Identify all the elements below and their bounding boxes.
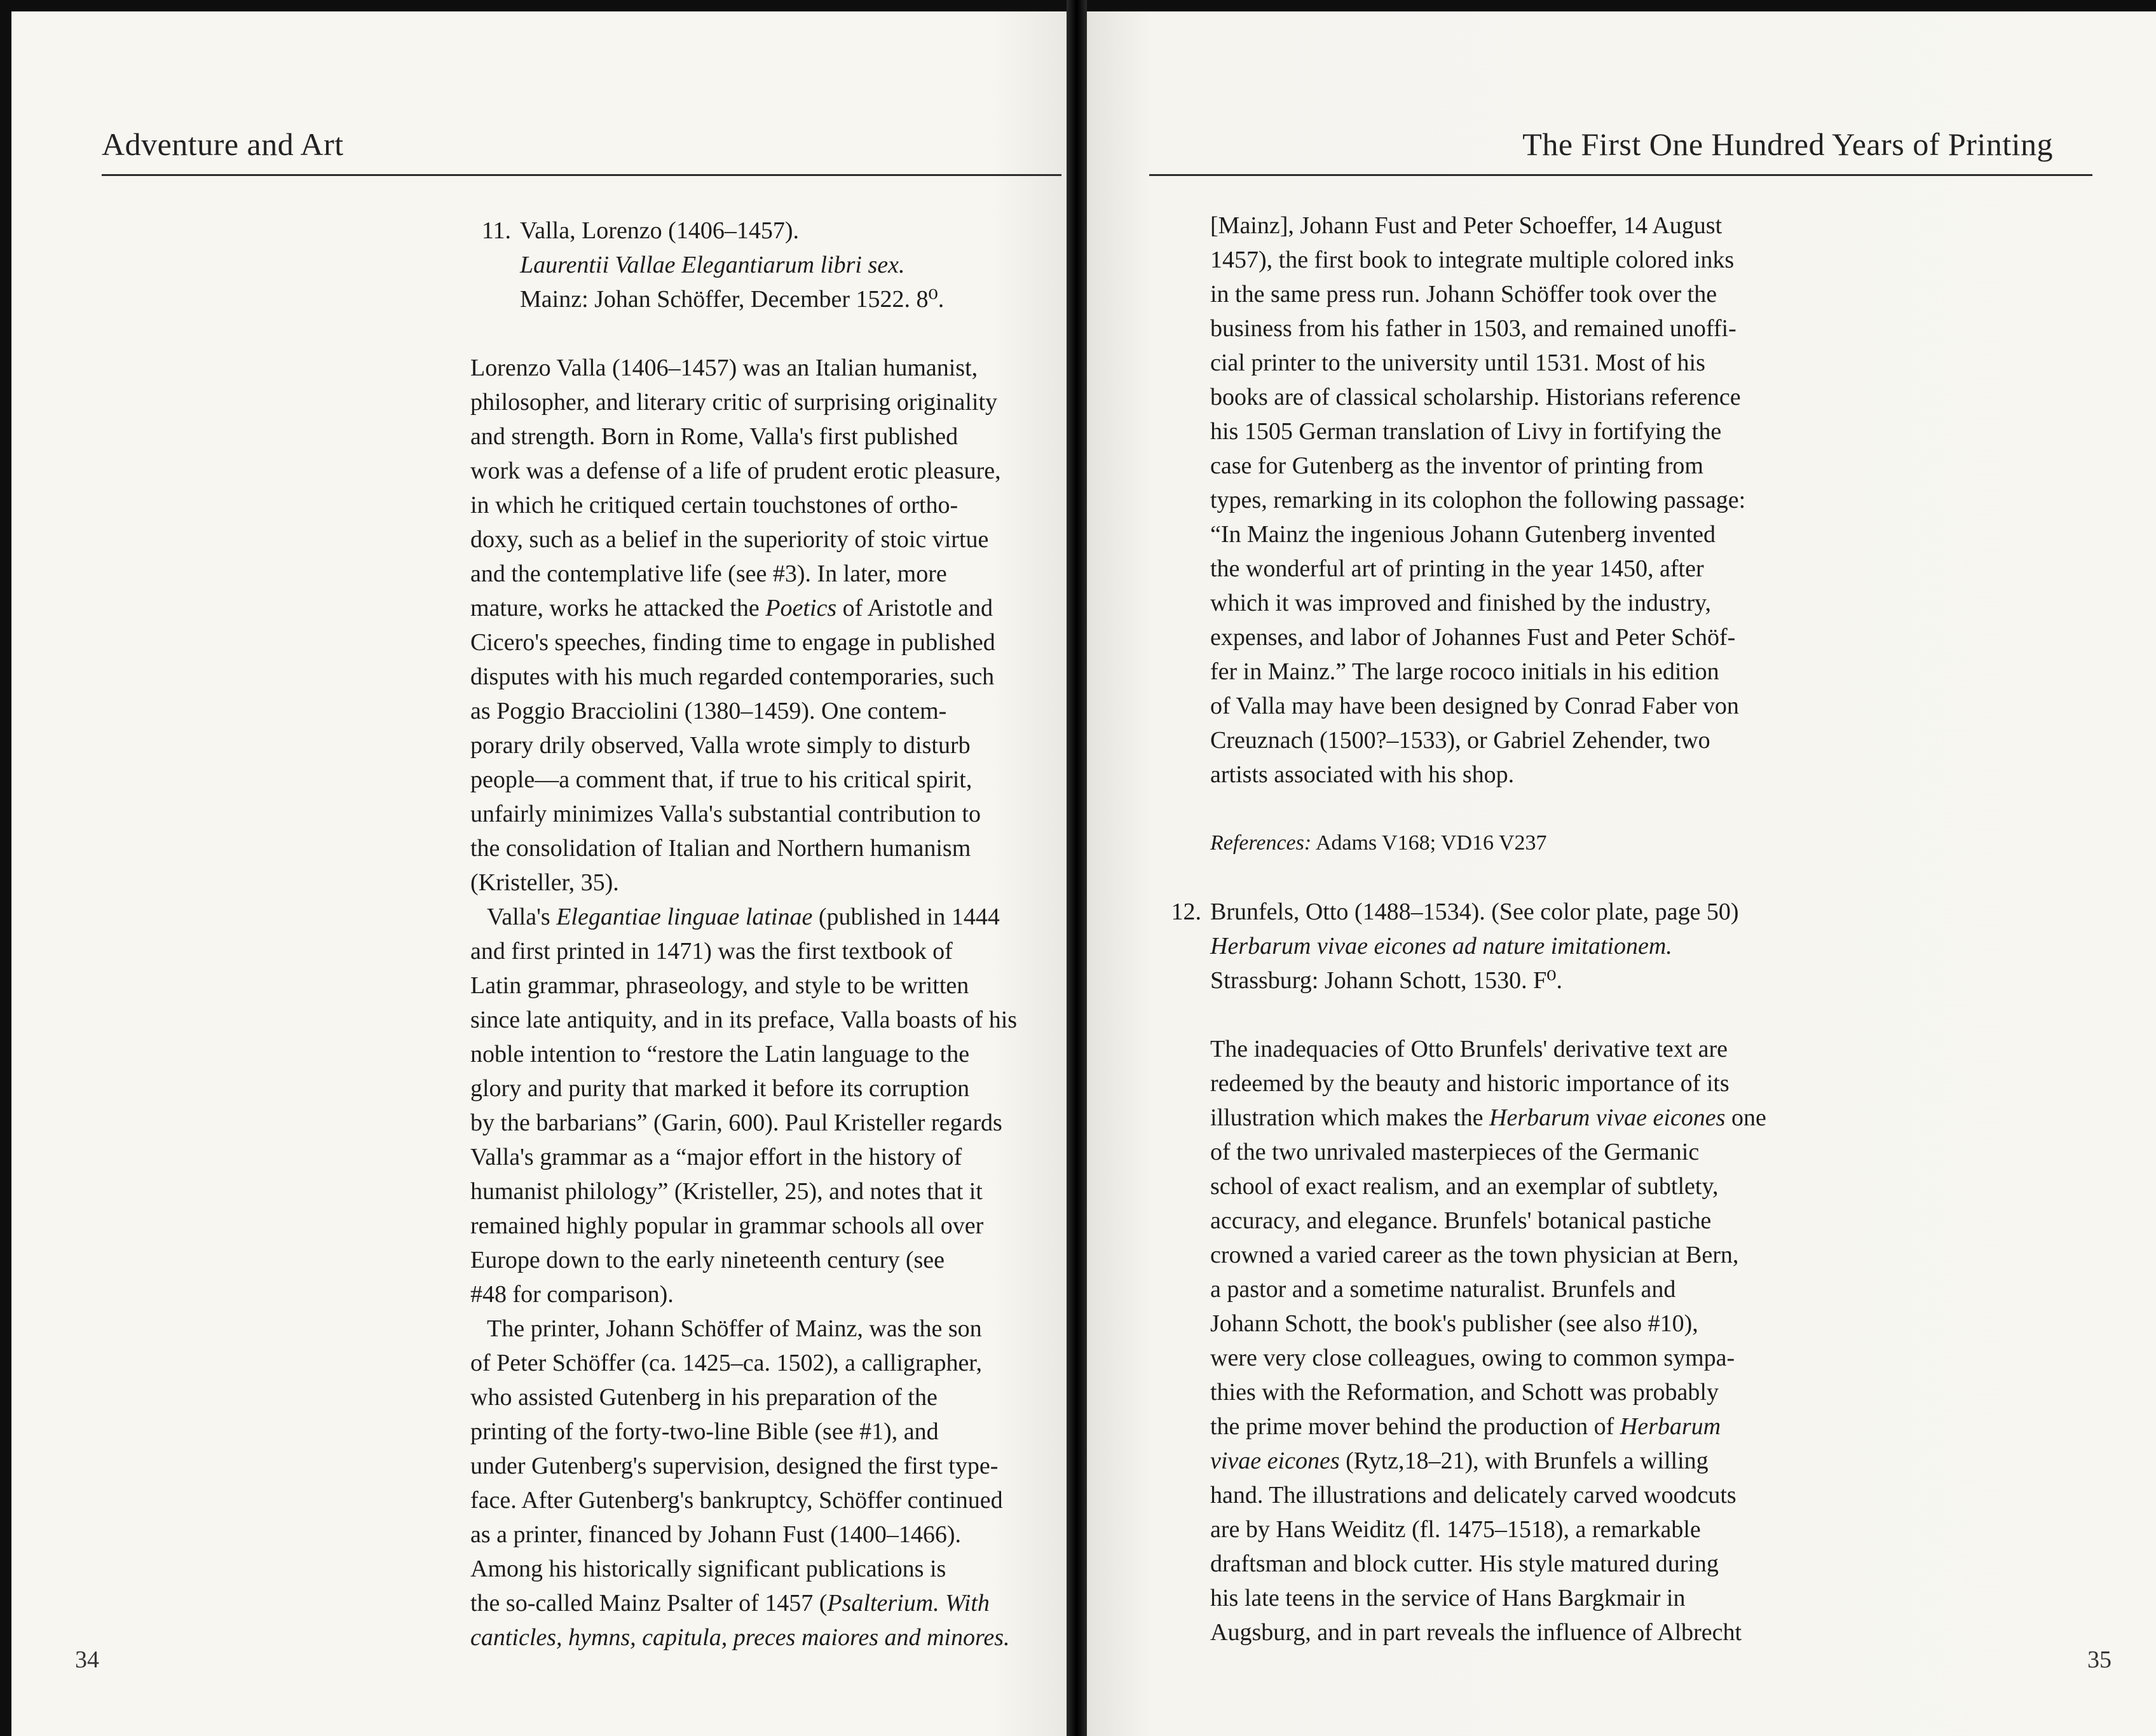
entry-imprint: Strassburg: Johann Schott, 1530. F⁰. [1210, 967, 1562, 994]
left-page [11, 11, 1067, 1736]
running-head: The First One Hundred Years of Printing [1522, 126, 2053, 162]
references-label: References: [1210, 831, 1312, 855]
text-column [470, 214, 1060, 1655]
text-line: which it was improved and finished by the industry, [1210, 590, 1712, 616]
entry-author: Brunfels, Otto (1488–1534). (See color plate, page 50) [1210, 899, 1739, 925]
text-line: and strength. Born in Rome, Valla's first published [470, 423, 959, 450]
text-line: #48 for comparison). [470, 1281, 674, 1308]
text-line: The printer, Johann Schöffer of Mainz, was the son [487, 1315, 982, 1342]
text-line: doxy, such as a belief in the superiority of stoic virtue [470, 526, 989, 553]
paragraph [470, 900, 1060, 1312]
text-line: his late teens in the service of Hans Bargkmair in [1210, 1585, 1686, 1611]
catalog-entry [470, 214, 1060, 316]
paragraph [470, 1312, 1060, 1655]
text-line: of Peter Schöffer (ca. 1425–ca. 1502), a calligrapher, [470, 1350, 982, 1376]
text-line: and first printed in 1471) was the first textbook of [470, 938, 953, 965]
text-line: Lorenzo Valla (1406–1457) was an Italian humanist, [470, 355, 978, 381]
text-line: humanist philology” (Kristeller, 25), and notes that it [470, 1178, 983, 1205]
entry-number: 11. [481, 217, 511, 244]
text-line: face. After Gutenberg's bankruptcy, Schöffer continued [470, 1487, 1003, 1514]
text-line: in the same press run. Johann Schöffer took over the [1210, 281, 1717, 308]
text-line: case for Gutenberg as the inventor of printing from [1210, 452, 1703, 479]
text-line: people—a comment that, if true to his critical spirit, [470, 766, 972, 793]
text-line: business from his father in 1503, and remained unoffi- [1210, 315, 1736, 342]
text-line: printing of the forty-two-line Bible (see #1), and [470, 1418, 939, 1445]
running-head: Adventure and Art [102, 126, 344, 162]
text-line: Augsburg, and in part reveals the influence of Albrecht [1210, 1619, 1742, 1646]
entry-number: 12. [1171, 899, 1201, 925]
text-line: types, remarking in its colophon the following passage: [1210, 487, 1746, 513]
text-line: expenses, and labor of Johannes Fust and Peter Schöf- [1210, 624, 1736, 651]
text-line: cial printer to the university until 1531. Most of his [1210, 349, 1705, 376]
text-line: noble intention to “restore the Latin language to the [470, 1041, 970, 1068]
text-line: vivae eicones (Rytz,18–21), with Brunfels a willing [1210, 1448, 1709, 1474]
text-line: mature, works he attacked the Poetics of Aristotle and [470, 595, 993, 621]
text-line: the wonderful art of printing in the year 1450, after [1210, 555, 1704, 582]
text-line: philosopher, and literary critic of surprising originality [470, 389, 998, 416]
text-line: 1457), the first book to integrate multiple colored inks [1210, 247, 1735, 273]
text-line: redeemed by the beauty and historic importance of its [1210, 1070, 1730, 1097]
text-line: accuracy, and elegance. Brunfels' botanical pastiche [1210, 1207, 1712, 1234]
text-line: by the barbarians” (Garin, 600). Paul Kristeller regards [470, 1109, 1002, 1136]
text-line: are by Hans Weiditz (fl. 1475–1518), a remarkable [1210, 1516, 1701, 1543]
text-line: who assisted Gutenberg in his preparation of the [470, 1384, 938, 1411]
text-line: of the two unrivaled masterpieces of the Germanic [1210, 1139, 1700, 1165]
text-line: the so-called Mainz Psalter of 1457 (Psalterium. With [470, 1590, 990, 1617]
text-column [1161, 208, 2089, 1650]
gutter [1067, 0, 1087, 1736]
text-line: books are of classical scholarship. Historians reference [1210, 384, 1741, 410]
references-text: Adams V168; VD16 V237 [1311, 831, 1547, 855]
text-line: canticles, hymns, capitula, preces maiores and minores. [470, 1624, 1010, 1651]
text-line: [Mainz], Johann Fust and Peter Schoeffer, 14 August [1210, 212, 1723, 239]
references [1161, 826, 2089, 860]
text-line: of Valla may have been designed by Conrad Faber von [1210, 693, 1739, 719]
text-line: thies with the Reformation, and Schott was probably [1210, 1379, 1719, 1406]
text-line: and the contemplative life (see #3). In later, more [470, 560, 947, 587]
text-line: work was a defense of a life of prudent erotic pleasure, [470, 458, 1001, 484]
entry-title: Laurentii Vallae Elegantiarum libri sex. [520, 252, 905, 278]
right-page [1087, 11, 2156, 1736]
text-line: were very close colleagues, owing to common sympa- [1210, 1345, 1735, 1371]
header-rule [1149, 174, 2092, 176]
text-line: Valla's Elegantiae linguae latinae (published in 1444 [487, 904, 1000, 930]
text-line: the prime mover behind the production of Herbarum [1210, 1413, 1721, 1440]
header-rule [102, 174, 1061, 176]
entry-author: Valla, Lorenzo (1406–1457). [520, 217, 799, 244]
paragraph [1161, 208, 2089, 792]
text-line: fer in Mainz.” The large rococo initials in his edition [1210, 658, 1719, 685]
text-line: hand. The illustrations and delicately carved woodcuts [1210, 1482, 1736, 1509]
text-line: Johann Schott, the book's publisher (see also #10), [1210, 1310, 1698, 1337]
text-line: the consolidation of Italian and Northern humanism [470, 835, 971, 862]
text-line: Among his historically significant publications is [470, 1556, 946, 1582]
text-line: under Gutenberg's supervision, designed the first type- [470, 1453, 999, 1479]
text-line: crowned a varied career as the town physician at Bern, [1210, 1242, 1739, 1268]
text-line: Cicero's speeches, finding time to engage in published [470, 629, 995, 656]
text-line: The inadequacies of Otto Brunfels' derivative text are [1210, 1036, 1728, 1062]
text-line: in which he critiqued certain touchstones of ortho- [470, 492, 959, 519]
text-line: as Poggio Bracciolini (1380–1459). One contem- [470, 698, 947, 724]
text-line: school of exact realism, and an exemplar of subtlety, [1210, 1173, 1719, 1200]
entry-imprint: Mainz: Johan Schöffer, December 1522. 8⁰. [520, 286, 945, 313]
text-line: “In Mainz the ingenious Johann Gutenberg invented [1210, 521, 1716, 548]
text-line: disputes with his much regarded contemporaries, such [470, 663, 995, 690]
text-line: (Kristeller, 35). [470, 869, 619, 896]
text-line: remained highly popular in grammar schools all over [470, 1212, 984, 1239]
text-line: unfairly minimizes Valla's substantial contribution to [470, 801, 981, 827]
text-line: Creuznach (1500?–1533), or Gabriel Zehender, two [1210, 727, 1710, 754]
text-line: glory and purity that marked it before its corruption [470, 1075, 970, 1102]
text-line: since late antiquity, and in its preface, Valla boasts of his [470, 1007, 1018, 1033]
text-line: his 1505 German translation of Livy in fortifying the [1210, 418, 1722, 445]
text-line: draftsman and block cutter. His style matured during [1210, 1550, 1719, 1577]
entry-title: Herbarum vivae eicones ad nature imitationem. [1210, 933, 1672, 960]
page-number: 35 [2087, 1646, 2112, 1673]
page-number: 34 [75, 1646, 99, 1673]
text-line: Valla's grammar as a “major effort in the history of [470, 1144, 962, 1170]
text-line: artists associated with his shop. [1210, 761, 1515, 788]
text-line: a pastor and a sometime naturalist. Brunfels and [1210, 1276, 1676, 1303]
text-line: Europe down to the early nineteenth century (see [470, 1247, 945, 1273]
text-line: porary drily observed, Valla wrote simply to disturb [470, 732, 971, 759]
paragraph [470, 351, 1060, 900]
paragraph [1161, 1032, 2089, 1650]
catalog-entry [1161, 895, 2089, 998]
text-line: Latin grammar, phraseology, and style to be written [470, 972, 969, 999]
text-line: illustration which makes the Herbarum vivae eicones one [1210, 1104, 1766, 1131]
text-line: as a printer, financed by Johann Fust (1400–1466). [470, 1521, 962, 1548]
